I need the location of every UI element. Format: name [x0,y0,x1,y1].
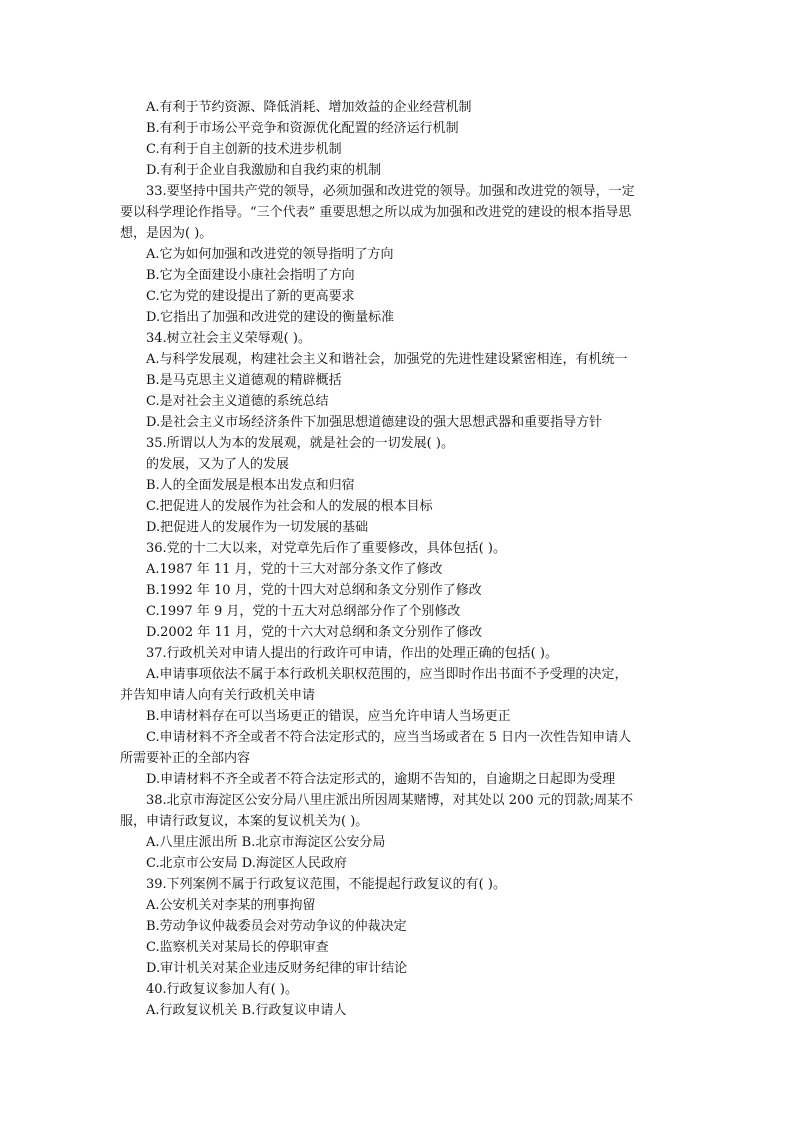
question-line: 39.下列案例不属于行政复议范围，不能提起行政复议的有( )。 [146,877,506,892]
option-line: B.是马克思主义道德观的精辟概括 [146,373,342,388]
option-line: A.八里庄派出所 B.北京市海淀区公安分局 [146,835,386,850]
option-line: A.申请事项依法不属于本行政机关职权范围的，应当即时作出书面不予受理的决定， [146,667,628,682]
option-line: A.与科学发展观，构建社会主义和谐社会，加强党的先进性建设紧密相连，有机统一 [146,352,628,367]
question-line: 想，是因为( )。 [120,226,213,241]
option-line: C.监察机关对某局长的停职审查 [146,940,329,955]
option-line: A.公安机关对李某的刑事拘留 [146,898,316,913]
option-line: B.有利于市场公平竞争和资源优化配置的经济运行机制 [146,121,459,136]
option-line: C.1997 年 9 月，党的十五大对总纲部分作了个别修改 [146,604,461,619]
option-line: C.把促进人的发展作为社会和人的发展的根本目标 [146,499,433,514]
option-line: C.北京市公安局 D.海淀区人民政府 [146,856,347,871]
option-line: A.1987 年 11 月，党的十三大对部分条文作了修改 [146,562,443,577]
question-line: 服，申请行政复议，本案的复议机关为( )。 [120,814,369,829]
question-line: 40.行政复议参加人有( )。 [146,982,298,997]
option-line: A.有利于节约资源、降低消耗、增加效益的企业经营机制 [146,100,472,115]
question-line: 34.树立社会主义荣辱观( )。 [146,331,311,346]
option-line: C.申请材料不齐全或者不符合法定形式的，应当当场或者在 5 日内一次性告知申请人 [146,730,632,745]
option-line: 的发展，又为了人的发展 [146,457,290,472]
option-line: D.是社会主义市场经济条件下加强思想道德建设的强大思想武器和重要指导方针 [146,415,603,430]
option-line: D.申请材料不齐全或者不符合法定形式的，逾期不告知的，自逾期之日起即为受理 [146,772,616,787]
option-line: B.它为全面建设小康社会指明了方向 [146,268,355,283]
question-line: 36.党的十二大以来，对党章先后作了重要修改，具体包括( )。 [146,541,506,556]
option-line: D.它指出了加强和改进党的建设的衡量标准 [146,310,395,325]
option-line: D.2002 年 11 月，党的十六大对总纲和条文分别作了修改 [146,625,483,640]
option-line: C.是对社会主义道德的系统总结 [146,394,329,409]
option-line: C.它为党的建设提出了新的更高要求 [146,289,355,304]
option-line: C.有利于自主创新的技术进步机制 [146,142,342,157]
option-line: B.1992 年 10 月，党的十四大对总纲和条文分别作了修改 [146,583,482,598]
option-line: B.劳动争议仲裁委员会对劳动争议的仲裁决定 [146,919,407,934]
option-line: 并告知申请人向有关行政机关申请 [120,688,316,703]
option-line: 所需要补正的全部内容 [120,751,251,766]
option-line: A.行政复议机关 B.行政复议申请人 [146,1003,347,1018]
option-line: B.人的全面发展是根本出发点和归宿 [146,478,355,493]
option-line: D.有利于企业自我激励和自我约束的机制 [146,163,382,178]
option-line: D.审计机关对某企业违反财务纪律的审计结论 [146,961,408,976]
question-line: 35.所谓以人为本的发展观，就是社会的一切发展( )。 [146,436,454,451]
question-line: 要以科学理论作指导。“三个代表” 重要思想之所以成为加强和改进党的建设的根本指导思 [120,205,632,220]
question-line: 37.行政机关对申请人提出的行政许可申请，作出的处理正确的包括( )。 [146,646,558,661]
option-line: A.它为如何加强和改进党的领导指明了方向 [146,247,394,262]
question-line: 38.北京市海淀区公安分局八里庄派出所因周某赌博，对其处以 200 元的罚款;周某不 [146,793,634,808]
option-line: B.申请材料存在可以当场更正的错误，应当允许申请人当场更正 [146,709,511,724]
question-line: 33.要坚持中国共产党的领导，必须加强和改进党的领导。加强和改进党的领导，一定 [146,184,635,199]
option-line: D.把促进人的发展作为一切发展的基础 [146,520,369,535]
